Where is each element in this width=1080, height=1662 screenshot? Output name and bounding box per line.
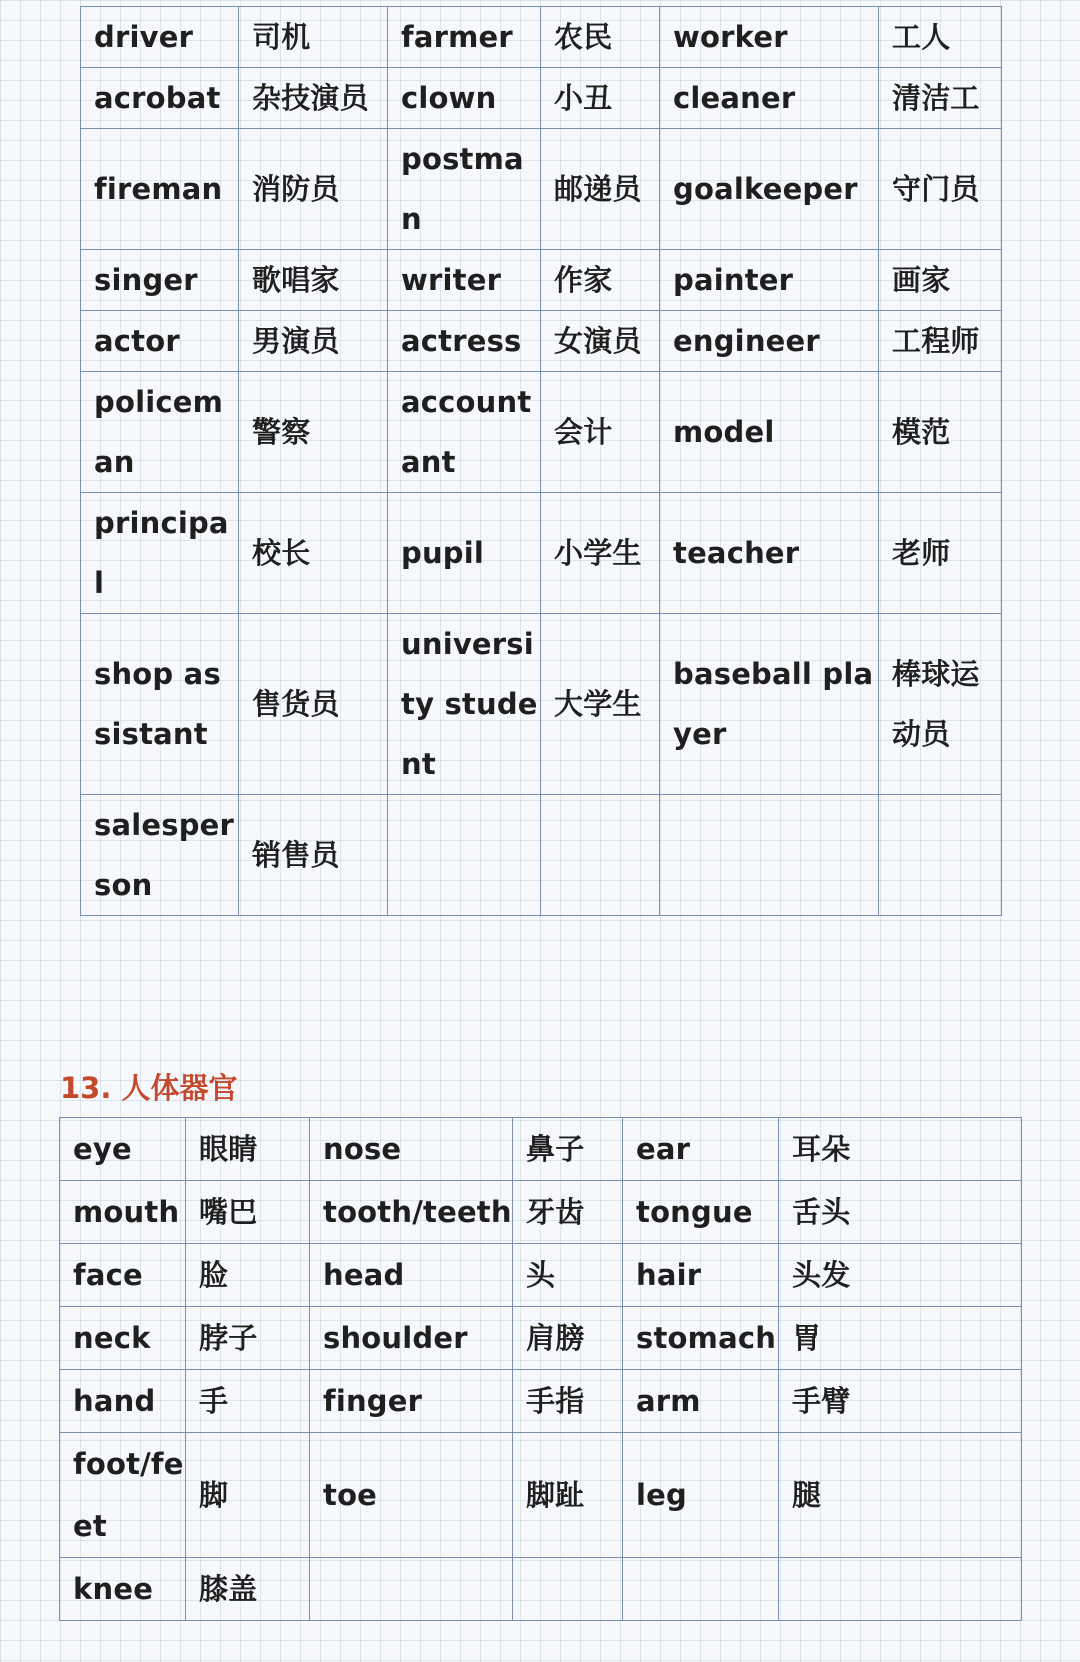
english-word-cell: foot/feet [60,1433,186,1558]
body-part-row [60,1118,1022,1181]
occupations-table [80,6,1002,916]
empty-cell [623,1558,779,1621]
occupation-row [81,795,1002,916]
empty-cell [879,795,1002,916]
english-word-cell: university student [388,614,541,795]
english-word-cell: farmer [388,7,541,68]
english-word-cell: finger [310,1370,513,1433]
chinese-meaning-cell: 脖子 [186,1307,310,1370]
body-part-row [60,1307,1022,1370]
chinese-meaning-cell: 脚趾 [513,1433,623,1558]
body-part-row [60,1433,1022,1558]
english-word-cell: actor [81,311,239,372]
english-word-cell: eye [60,1118,186,1181]
english-word-cell: neck [60,1307,186,1370]
chinese-meaning-cell: 膝盖 [186,1558,310,1621]
empty-cell [310,1558,513,1621]
english-word-cell: fireman [81,129,239,250]
occupation-row [81,311,1002,372]
chinese-meaning-cell: 清洁工 [879,68,1002,129]
english-word-cell: acrobat [81,68,239,129]
empty-cell [388,795,541,916]
chinese-meaning-cell: 老师 [879,493,1002,614]
english-word-cell: painter [660,250,879,311]
english-word-cell: hand [60,1370,186,1433]
occupation-row [81,250,1002,311]
chinese-meaning-cell: 会计 [541,372,660,493]
chinese-meaning-cell: 杂技演员 [239,68,388,129]
chinese-meaning-cell: 消防员 [239,129,388,250]
english-word-cell: tooth/teeth [310,1181,513,1244]
chinese-meaning-cell: 脸 [186,1244,310,1307]
english-word-cell: driver [81,7,239,68]
chinese-meaning-cell: 牙齿 [513,1181,623,1244]
english-word-cell: actress [388,311,541,372]
chinese-meaning-cell: 模范 [879,372,1002,493]
english-word-cell: cleaner [660,68,879,129]
english-word-cell: stomach [623,1307,779,1370]
english-word-cell: policeman [81,372,239,493]
english-word-cell: knee [60,1558,186,1621]
occupation-row [81,614,1002,795]
english-word-cell: leg [623,1433,779,1558]
empty-cell [513,1558,623,1621]
english-word-cell: arm [623,1370,779,1433]
english-word-cell: principal [81,493,239,614]
chinese-meaning-cell: 肩膀 [513,1307,623,1370]
chinese-meaning-cell: 男演员 [239,311,388,372]
english-word-cell: ear [623,1118,779,1181]
chinese-meaning-cell: 大学生 [541,614,660,795]
english-word-cell: model [660,372,879,493]
chinese-meaning-cell: 女演员 [541,311,660,372]
chinese-meaning-cell: 脚 [186,1433,310,1558]
english-word-cell: toe [310,1433,513,1558]
english-word-cell: goalkeeper [660,129,879,250]
english-word-cell: engineer [660,311,879,372]
occupation-row [81,7,1002,68]
english-word-cell: shop assistant [81,614,239,795]
chinese-meaning-cell: 工人 [879,7,1002,68]
english-word-cell: tongue [623,1181,779,1244]
section-title-body-parts: 13. 人体器官 [60,1071,238,1105]
chinese-meaning-cell: 眼睛 [186,1118,310,1181]
chinese-meaning-cell: 歌唱家 [239,250,388,311]
english-word-cell: pupil [388,493,541,614]
chinese-meaning-cell: 嘴巴 [186,1181,310,1244]
occupation-row [81,68,1002,129]
english-word-cell: teacher [660,493,879,614]
chinese-meaning-cell: 手指 [513,1370,623,1433]
english-word-cell: face [60,1244,186,1307]
chinese-meaning-cell: 司机 [239,7,388,68]
chinese-meaning-cell: 耳朵 [779,1118,1022,1181]
chinese-meaning-cell: 画家 [879,250,1002,311]
chinese-meaning-cell: 腿 [779,1433,1022,1558]
chinese-meaning-cell: 销售员 [239,795,388,916]
empty-cell [541,795,660,916]
chinese-meaning-cell: 头 [513,1244,623,1307]
chinese-meaning-cell: 守门员 [879,129,1002,250]
body-part-row [60,1244,1022,1307]
chinese-meaning-cell: 农民 [541,7,660,68]
english-word-cell: salesperson [81,795,239,916]
body-parts-table [59,1117,1022,1621]
chinese-meaning-cell: 舌头 [779,1181,1022,1244]
chinese-meaning-cell: 警察 [239,372,388,493]
chinese-meaning-cell: 小丑 [541,68,660,129]
chinese-meaning-cell: 小学生 [541,493,660,614]
chinese-meaning-cell: 工程师 [879,311,1002,372]
chinese-meaning-cell: 邮递员 [541,129,660,250]
chinese-meaning-cell: 校长 [239,493,388,614]
body-part-row [60,1181,1022,1244]
chinese-meaning-cell: 手臂 [779,1370,1022,1433]
chinese-meaning-cell: 手 [186,1370,310,1433]
english-word-cell: mouth [60,1181,186,1244]
english-word-cell: singer [81,250,239,311]
chinese-meaning-cell: 棒球运动员 [879,614,1002,795]
chinese-meaning-cell: 作家 [541,250,660,311]
body-part-row [60,1370,1022,1433]
chinese-meaning-cell: 头发 [779,1244,1022,1307]
english-word-cell: writer [388,250,541,311]
english-word-cell: accountant [388,372,541,493]
chinese-meaning-cell: 鼻子 [513,1118,623,1181]
english-word-cell: postman [388,129,541,250]
empty-cell [660,795,879,916]
english-word-cell: baseball player [660,614,879,795]
english-word-cell: hair [623,1244,779,1307]
occupation-row [81,493,1002,614]
occupation-row [81,129,1002,250]
english-word-cell: nose [310,1118,513,1181]
body-part-row [60,1558,1022,1621]
chinese-meaning-cell: 胃 [779,1307,1022,1370]
english-word-cell: shoulder [310,1307,513,1370]
english-word-cell: head [310,1244,513,1307]
chinese-meaning-cell: 售货员 [239,614,388,795]
empty-cell [779,1558,1022,1621]
english-word-cell: clown [388,68,541,129]
occupation-row [81,372,1002,493]
english-word-cell: worker [660,7,879,68]
